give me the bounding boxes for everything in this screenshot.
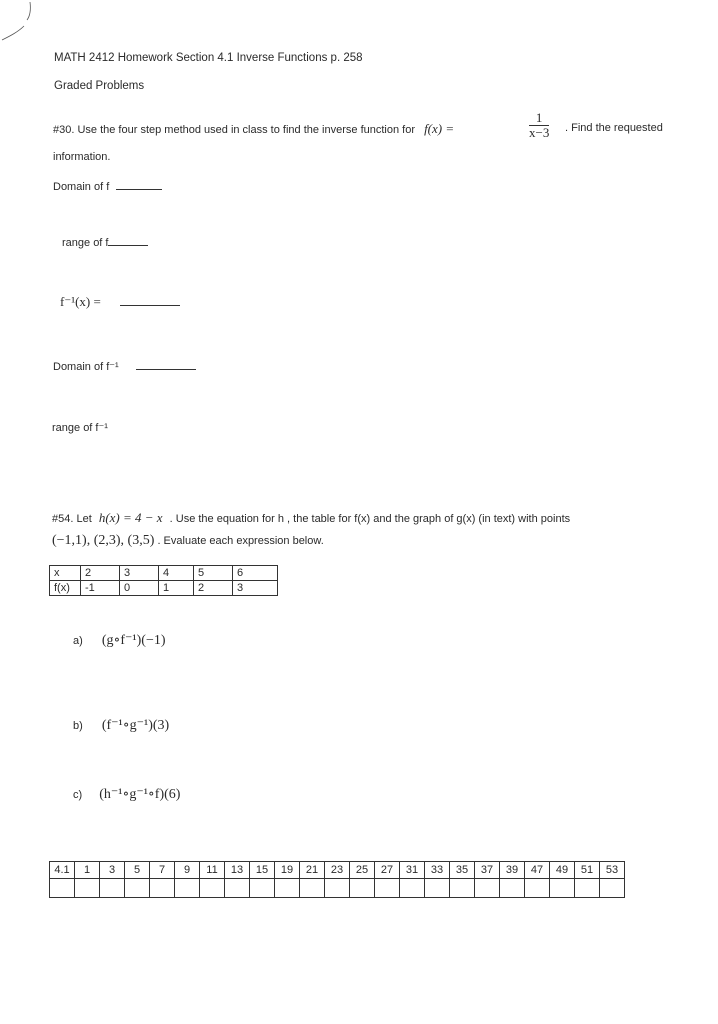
function-fraction: [527, 111, 551, 140]
part-c-label: c): [73, 789, 83, 801]
corner-pen-mark: [0, 0, 60, 60]
homework-problem-number: 53: [600, 862, 625, 879]
homework-problem-number: 1: [75, 862, 100, 879]
homework-answer-cell: [175, 879, 200, 898]
homework-problem-table: [49, 861, 625, 898]
graph-points: (−1,1), (2,3), (3,5): [52, 533, 155, 548]
table-row-fx: [50, 581, 278, 596]
domain-f-inverse-label: Domain of f⁻¹: [53, 361, 119, 373]
homework-problem-number: 33: [425, 862, 450, 879]
fraction-denominator: x−3: [529, 125, 550, 140]
homework-answer-row: [50, 879, 625, 898]
homework-problem-number: 19: [275, 862, 300, 879]
h-definition: h(x) = 4 − x: [98, 510, 163, 525]
homework-problem-number: 5: [125, 862, 150, 879]
range-f-question: [62, 235, 148, 249]
table-cell-x: 5: [194, 566, 233, 581]
table-cell-x: x: [50, 566, 81, 581]
homework-answer-cell: [525, 879, 550, 898]
homework-problem-number: 51: [575, 862, 600, 879]
f-inverse-question: [60, 294, 180, 310]
homework-answer-cell: [550, 879, 575, 898]
table-cell-fx: -1: [81, 581, 120, 596]
homework-answer-cell: [275, 879, 300, 898]
homework-problem-number: 4.1: [50, 862, 75, 879]
homework-answer-cell: [600, 879, 625, 898]
problem-54-text: . Use the equation for h , the table for f(x) and the graph of g(x) (in text) with points: [169, 513, 571, 525]
homework-problem-number: 13: [225, 862, 250, 879]
problem-30-line2: information.: [53, 151, 111, 163]
domain-f-inverse-blank: [136, 359, 196, 370]
homework-problem-number: 25: [350, 862, 375, 879]
part-a: [73, 632, 166, 649]
homework-answer-cell: [500, 879, 525, 898]
homework-answer-cell: [375, 879, 400, 898]
part-a-expression: (g∘f⁻¹)(−1): [101, 633, 166, 648]
homework-answer-cell: [200, 879, 225, 898]
domain-f-label: Domain of f: [53, 181, 110, 193]
homework-problem-number: 27: [375, 862, 400, 879]
homework-answer-cell: [75, 879, 100, 898]
homework-problem-number: 21: [300, 862, 325, 879]
table-cell-fx: 2: [194, 581, 233, 596]
homework-answer-cell: [50, 879, 75, 898]
table-row-x: [50, 566, 278, 581]
f-inverse-blank: [120, 295, 180, 306]
homework-problem-number: 11: [200, 862, 225, 879]
range-f-label: range of f: [62, 237, 109, 249]
homework-answer-cell: [575, 879, 600, 898]
homework-problem-number: 39: [500, 862, 525, 879]
domain-f-question: [53, 179, 162, 193]
table-cell-fx: 1: [159, 581, 194, 596]
fraction-numerator: 1: [529, 111, 549, 126]
part-c: [73, 786, 180, 803]
part-b-expression: (f⁻¹∘g⁻¹)(3): [101, 718, 170, 733]
homework-answer-cell: [350, 879, 375, 898]
homework-answer-cell: [250, 879, 275, 898]
table-cell-x: 3: [120, 566, 159, 581]
function-f-table: [49, 565, 278, 596]
homework-problem-number: 37: [475, 862, 500, 879]
function-f-label: f(x) =: [424, 121, 455, 136]
homework-answer-cell: [325, 879, 350, 898]
problem-30-after: . Find the requested: [565, 122, 663, 134]
homework-answer-cell: [400, 879, 425, 898]
part-a-label: a): [73, 635, 83, 647]
homework-answer-cell: [300, 879, 325, 898]
f-inverse-label: f⁻¹(x) =: [60, 294, 101, 309]
homework-answer-cell: [450, 879, 475, 898]
problem-30-intro: [53, 121, 454, 137]
domain-f-blank: [116, 179, 162, 190]
homework-answer-cell: [100, 879, 125, 898]
table-cell-x: 2: [81, 566, 120, 581]
range-f-blank: [108, 235, 148, 246]
table-cell-fx: 0: [120, 581, 159, 596]
problem-54-line2: [52, 533, 324, 549]
problem-54-line1: [52, 510, 570, 526]
homework-problem-number: 7: [150, 862, 175, 879]
part-b-label: b): [73, 720, 83, 732]
homework-answer-cell: [225, 879, 250, 898]
table-cell-x: 6: [233, 566, 278, 581]
homework-problem-number: 47: [525, 862, 550, 879]
homework-problem-number: 9: [175, 862, 200, 879]
part-c-expression: (h⁻¹∘g⁻¹∘f)(6): [99, 787, 181, 802]
homework-numbers-row: [50, 862, 625, 879]
homework-answer-cell: [125, 879, 150, 898]
table-cell-fx: 3: [233, 581, 278, 596]
problem-30-text: #30. Use the four step method used in class to find the inverse function for: [53, 124, 415, 136]
homework-problem-number: 15: [250, 862, 275, 879]
range-f-inverse-question: range of f⁻¹: [52, 422, 108, 434]
homework-answer-cell: [425, 879, 450, 898]
homework-problem-number: 23: [325, 862, 350, 879]
section-subtitle: Graded Problems: [54, 80, 145, 92]
homework-problem-number: 49: [550, 862, 575, 879]
homework-answer-cell: [150, 879, 175, 898]
homework-problem-number: 35: [450, 862, 475, 879]
part-b: [73, 717, 169, 734]
homework-problem-number: 3: [100, 862, 125, 879]
table-cell-fx: f(x): [50, 581, 81, 596]
problem-54-label: #54. Let: [52, 513, 92, 525]
homework-answer-cell: [475, 879, 500, 898]
problem-54-instruction: . Evaluate each expression below.: [157, 535, 324, 547]
table-cell-x: 4: [159, 566, 194, 581]
domain-f-inverse-question: [53, 359, 196, 373]
page-title: MATH 2412 Homework Section 4.1 Inverse Functions p. 258: [54, 52, 363, 64]
homework-problem-number: 31: [400, 862, 425, 879]
